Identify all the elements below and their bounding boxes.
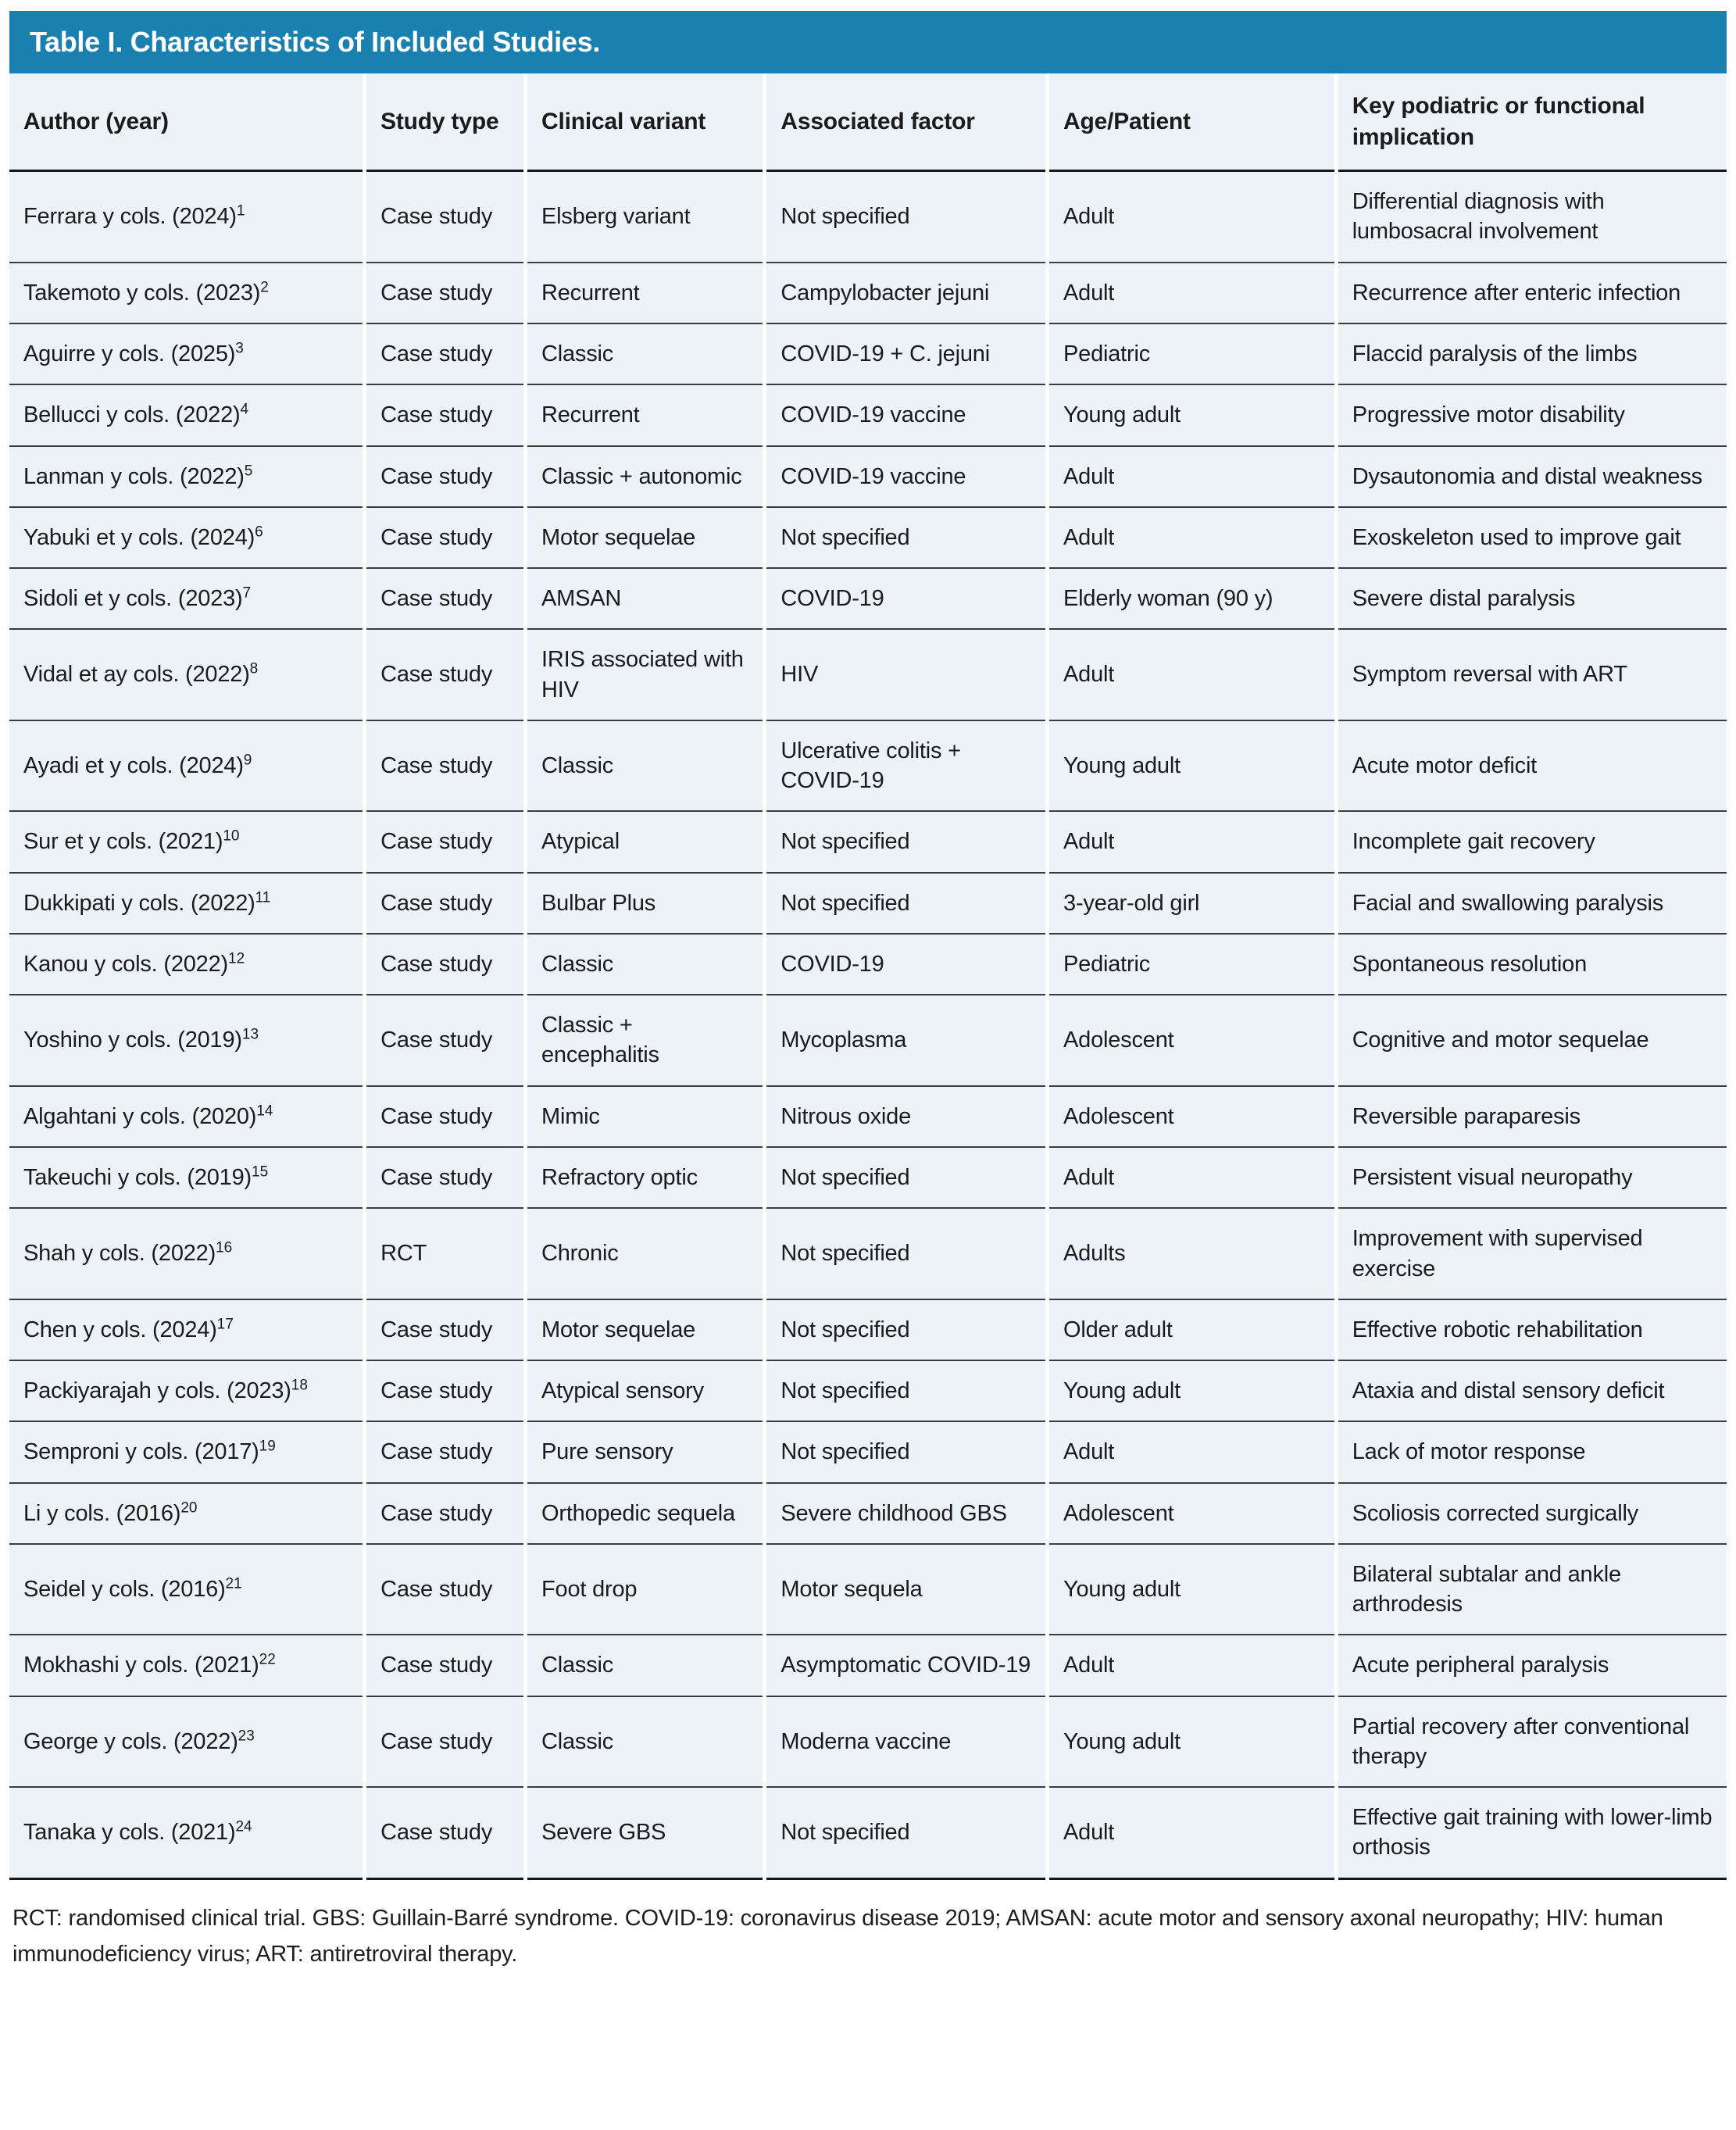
clinical-variant-cell: Motor sequelae <box>527 1300 763 1361</box>
table-row <box>9 263 1727 324</box>
associated-factor-cell: HIV <box>766 630 1045 721</box>
implication-cell: Partial recovery after conventional therapy <box>1338 1697 1727 1789</box>
clinical-variant-cell: Refractory optic <box>527 1148 763 1209</box>
age-patient-cell: Adult <box>1049 508 1334 569</box>
reference-superscript: 23 <box>238 1728 255 1745</box>
author-cell <box>9 1087 363 1148</box>
clinical-variant-cell: IRIS associated with HIV <box>527 630 763 721</box>
reference-superscript: 14 <box>256 1103 273 1120</box>
clinical-variant-cell: Classic <box>527 324 763 385</box>
clinical-variant-cell: Motor sequelae <box>527 508 763 569</box>
table-row <box>9 1148 1727 1209</box>
associated-factor-cell: Motor sequela <box>766 1545 1045 1636</box>
clinical-variant-cell: Classic <box>527 1697 763 1789</box>
study-type-cell: Case study <box>366 935 523 995</box>
reference-superscript: 18 <box>291 1377 308 1394</box>
reference-superscript: 7 <box>242 584 252 602</box>
author-text: Semproni y cols. (2017) <box>23 1439 259 1465</box>
age-patient-cell: Adult <box>1049 812 1334 873</box>
implication-cell: Symptom reversal with ART <box>1338 630 1727 721</box>
studies-table-body <box>9 172 1727 1880</box>
table-title-bar <box>9 11 1727 73</box>
table-row <box>9 324 1727 385</box>
clinical-variant-cell: Severe GBS <box>527 1788 763 1880</box>
study-type-cell: Case study <box>366 812 523 873</box>
implication-cell: Persistent visual neuropathy <box>1338 1148 1727 1209</box>
author-text: Sur et y cols. (2021) <box>23 829 223 855</box>
clinical-variant-cell: Pure sensory <box>527 1422 763 1483</box>
age-patient-cell: 3-year-old girl <box>1049 874 1334 935</box>
author-text: Shah y cols. (2022) <box>23 1241 216 1267</box>
table-title: Table I. Characteristics of Included Studies. <box>30 26 601 58</box>
author-text: Bellucci y cols. (2022) <box>23 402 241 428</box>
implication-cell: Exoskeleton used to improve gait <box>1338 508 1727 569</box>
implication-cell: Bilateral subtalar and ankle arthrodesis <box>1338 1545 1727 1636</box>
table-row <box>9 1361 1727 1422</box>
associated-factor-cell: Not specified <box>766 812 1045 873</box>
author-text: Takemoto y cols. (2023) <box>23 280 261 306</box>
study-type-cell: Case study <box>366 1422 523 1483</box>
clinical-variant-cell: Atypical sensory <box>527 1361 763 1422</box>
reference-superscript: 16 <box>216 1239 233 1256</box>
study-type-cell: Case study <box>366 1635 523 1696</box>
reference-superscript: 20 <box>180 1499 198 1516</box>
author-cell <box>9 721 363 813</box>
column-header-age-patient: Age/Patient <box>1049 73 1334 172</box>
age-patient-cell: Adult <box>1049 1635 1334 1696</box>
author-cell <box>9 1148 363 1209</box>
age-patient-cell: Adult <box>1049 630 1334 721</box>
table-row <box>9 1484 1727 1545</box>
author-cell <box>9 1422 363 1483</box>
author-cell <box>9 1635 363 1696</box>
author-text: Yoshino y cols. (2019) <box>23 1027 242 1053</box>
study-type-cell: Case study <box>366 1545 523 1636</box>
reference-superscript: 4 <box>240 401 249 418</box>
implication-cell: Severe distal paralysis <box>1338 569 1727 630</box>
reference-superscript: 13 <box>241 1026 259 1043</box>
study-type-cell: Case study <box>366 630 523 721</box>
implication-cell: Lack of motor response <box>1338 1422 1727 1483</box>
reference-superscript: 15 <box>252 1163 269 1181</box>
author-cell <box>9 1361 363 1422</box>
table-row <box>9 1422 1727 1483</box>
study-type-cell: Case study <box>366 263 523 324</box>
study-type-cell: Case study <box>366 1087 523 1148</box>
author-cell <box>9 1697 363 1789</box>
table-row <box>9 812 1727 873</box>
clinical-variant-cell: Classic <box>527 721 763 813</box>
clinical-variant-cell: Atypical <box>527 812 763 873</box>
associated-factor-cell: COVID-19 + C. jejuni <box>766 324 1045 385</box>
column-header-study-type: Study type <box>366 73 523 172</box>
table-row <box>9 1209 1727 1300</box>
reference-superscript: 17 <box>216 1316 234 1333</box>
age-patient-cell: Pediatric <box>1049 324 1334 385</box>
author-cell <box>9 569 363 630</box>
study-type-cell: Case study <box>366 1361 523 1422</box>
clinical-variant-cell: AMSAN <box>527 569 763 630</box>
author-text: George y cols. (2022) <box>23 1728 238 1754</box>
associated-factor-cell: Asymptomatic COVID-19 <box>766 1635 1045 1696</box>
table-row <box>9 630 1727 721</box>
author-text: Ayadi et y cols. (2024) <box>23 752 244 778</box>
associated-factor-cell: Moderna vaccine <box>766 1697 1045 1789</box>
study-type-cell: Case study <box>366 1300 523 1361</box>
study-type-cell: Case study <box>366 447 523 508</box>
table-row <box>9 995 1727 1087</box>
study-type-cell: Case study <box>366 324 523 385</box>
table-row <box>9 569 1727 630</box>
author-text: Sidoli et y cols. (2023) <box>23 586 243 612</box>
associated-factor-cell: COVID-19 vaccine <box>766 447 1045 508</box>
author-cell <box>9 385 363 446</box>
reference-superscript: 1 <box>236 202 245 220</box>
associated-factor-cell: Not specified <box>766 172 1045 263</box>
clinical-variant-cell: Classic + autonomic <box>527 447 763 508</box>
table-footnote: RCT: randomised clinical trial. GBS: Guillain-Barré syndrome. COVID-19: coronavirus disease 2019; AMSAN: acute motor and sensory axonal neuropathy; HIV: human immunodeficiency virus; ART: antiretroviral therapy. <box>13 1905 1663 1967</box>
study-type-cell: Case study <box>366 995 523 1087</box>
age-patient-cell: Young adult <box>1049 1545 1334 1636</box>
age-patient-cell: Pediatric <box>1049 935 1334 995</box>
author-text: Mokhashi y cols. (2021) <box>23 1653 259 1678</box>
author-text: Seidel y cols. (2016) <box>23 1576 226 1602</box>
author-cell <box>9 172 363 263</box>
implication-cell: Facial and swallowing paralysis <box>1338 874 1727 935</box>
table-row <box>9 447 1727 508</box>
clinical-variant-cell: Recurrent <box>527 385 763 446</box>
study-type-cell: Case study <box>366 1788 523 1880</box>
age-patient-cell: Young adult <box>1049 721 1334 813</box>
author-text: Algahtani y cols. (2020) <box>23 1103 257 1129</box>
associated-factor-cell: Nitrous oxide <box>766 1087 1045 1148</box>
age-patient-cell: Adult <box>1049 263 1334 324</box>
reference-superscript: 8 <box>249 660 259 677</box>
reference-superscript: 9 <box>243 752 252 769</box>
clinical-variant-cell: Classic <box>527 935 763 995</box>
author-cell <box>9 1788 363 1880</box>
author-cell <box>9 324 363 385</box>
study-type-cell: Case study <box>366 508 523 569</box>
implication-cell: Flaccid paralysis of the limbs <box>1338 324 1727 385</box>
author-text: Kanou y cols. (2022) <box>23 951 228 977</box>
study-type-cell: Case study <box>366 1484 523 1545</box>
reference-superscript: 3 <box>235 340 244 357</box>
implication-cell: Dysautonomia and distal weakness <box>1338 447 1727 508</box>
associated-factor-cell: COVID-19 <box>766 569 1045 630</box>
age-patient-cell: Elderly woman (90 y) <box>1049 569 1334 630</box>
age-patient-cell: Adult <box>1049 447 1334 508</box>
author-text: Chen y cols. (2024) <box>23 1317 217 1342</box>
author-text: Ferrara y cols. (2024) <box>23 204 237 230</box>
associated-factor-cell: Ulcerative colitis + COVID-19 <box>766 721 1045 813</box>
study-type-cell: Case study <box>366 1697 523 1789</box>
associated-factor-cell: Severe childhood GBS <box>766 1484 1045 1545</box>
author-cell <box>9 995 363 1087</box>
associated-factor-cell: Not specified <box>766 1422 1045 1483</box>
age-patient-cell: Adult <box>1049 1788 1334 1880</box>
clinical-variant-cell: Recurrent <box>527 263 763 324</box>
author-cell <box>9 935 363 995</box>
implication-cell: Reversible paraparesis <box>1338 1087 1727 1148</box>
study-type-cell: Case study <box>366 385 523 446</box>
clinical-variant-cell: Bulbar Plus <box>527 874 763 935</box>
clinical-variant-cell: Orthopedic sequela <box>527 1484 763 1545</box>
author-cell <box>9 874 363 935</box>
associated-factor-cell: Not specified <box>766 1361 1045 1422</box>
associated-factor-cell: COVID-19 vaccine <box>766 385 1045 446</box>
associated-factor-cell: Not specified <box>766 1209 1045 1300</box>
implication-cell: Effective robotic rehabilitation <box>1338 1300 1727 1361</box>
reference-superscript: 22 <box>259 1651 276 1668</box>
associated-factor-cell: Not specified <box>766 508 1045 569</box>
table-row <box>9 935 1727 995</box>
author-cell <box>9 1484 363 1545</box>
study-type-cell: Case study <box>366 721 523 813</box>
reference-superscript: 5 <box>244 462 253 479</box>
reference-superscript: 24 <box>235 1818 252 1835</box>
age-patient-cell: Adolescent <box>1049 1087 1334 1148</box>
clinical-variant-cell: Chronic <box>527 1209 763 1300</box>
associated-factor-cell: Not specified <box>766 1300 1045 1361</box>
column-header-associated-factor: Associated factor <box>766 73 1045 172</box>
reference-superscript: 11 <box>255 888 271 906</box>
study-type-cell: Case study <box>366 1148 523 1209</box>
table-row <box>9 874 1727 935</box>
author-text: Tanaka y cols. (2021) <box>23 1820 236 1846</box>
table-row <box>9 1300 1727 1361</box>
table-row <box>9 1635 1727 1696</box>
clinical-variant-cell: Mimic <box>527 1087 763 1148</box>
associated-factor-cell: Not specified <box>766 1788 1045 1880</box>
author-cell <box>9 1545 363 1636</box>
implication-cell: Progressive motor disability <box>1338 385 1727 446</box>
author-text: Vidal et ay cols. (2022) <box>23 662 250 688</box>
table-row <box>9 172 1727 263</box>
column-header-author: Author (year) <box>9 73 363 172</box>
reference-superscript: 12 <box>228 950 245 967</box>
reference-superscript: 19 <box>259 1438 276 1455</box>
author-cell <box>9 508 363 569</box>
age-patient-cell: Adolescent <box>1049 1484 1334 1545</box>
implication-cell: Incomplete gait recovery <box>1338 812 1727 873</box>
author-text: Dukkipati y cols. (2022) <box>23 890 255 916</box>
implication-cell: Cognitive and motor sequelae <box>1338 995 1727 1087</box>
age-patient-cell: Young adult <box>1049 1361 1334 1422</box>
associated-factor-cell: Mycoplasma <box>766 995 1045 1087</box>
author-cell <box>9 1209 363 1300</box>
table-row <box>9 1545 1727 1636</box>
implication-cell: Acute motor deficit <box>1338 721 1727 813</box>
age-patient-cell: Older adult <box>1049 1300 1334 1361</box>
author-cell <box>9 812 363 873</box>
table-row <box>9 385 1727 446</box>
age-patient-cell: Adult <box>1049 1148 1334 1209</box>
age-patient-cell: Adult <box>1049 1422 1334 1483</box>
associated-factor-cell: Not specified <box>766 874 1045 935</box>
associated-factor-cell: COVID-19 <box>766 935 1045 995</box>
implication-cell: Scoliosis corrected surgically <box>1338 1484 1727 1545</box>
age-patient-cell: Adolescent <box>1049 995 1334 1087</box>
study-type-cell: Case study <box>366 569 523 630</box>
age-patient-cell: Adult <box>1049 172 1334 263</box>
study-type-cell: RCT <box>366 1209 523 1300</box>
table-row <box>9 508 1727 569</box>
header-row <box>9 73 1727 172</box>
clinical-variant-cell: Classic + encephalitis <box>527 995 763 1087</box>
implication-cell: Recurrence after enteric infection <box>1338 263 1727 324</box>
column-header-clinical-variant: Clinical variant <box>527 73 763 172</box>
age-patient-cell: Young adult <box>1049 385 1334 446</box>
clinical-variant-cell: Classic <box>527 1635 763 1696</box>
table-row <box>9 721 1727 813</box>
implication-cell: Spontaneous resolution <box>1338 935 1727 995</box>
study-type-cell: Case study <box>366 172 523 263</box>
implication-cell: Ataxia and distal sensory deficit <box>1338 1361 1727 1422</box>
implication-cell: Improvement with supervised exercise <box>1338 1209 1727 1300</box>
implication-cell: Acute peripheral paralysis <box>1338 1635 1727 1696</box>
age-patient-cell: Young adult <box>1049 1697 1334 1789</box>
author-cell <box>9 263 363 324</box>
table-row <box>9 1087 1727 1148</box>
author-text: Aguirre y cols. (2025) <box>23 341 236 366</box>
author-text: Lanman y cols. (2022) <box>23 463 245 489</box>
author-cell <box>9 447 363 508</box>
reference-superscript: 10 <box>223 827 240 845</box>
implication-cell: Effective gait training with lower-limb orthosis <box>1338 1788 1727 1880</box>
column-header-implication: Key podiatric or functional implication <box>1338 73 1727 172</box>
associated-factor-cell: Not specified <box>766 1148 1045 1209</box>
studies-table <box>5 73 1731 1880</box>
age-patient-cell: Adults <box>1049 1209 1334 1300</box>
table-row <box>9 1788 1727 1880</box>
author-text: Takeuchi y cols. (2019) <box>23 1164 252 1190</box>
associated-factor-cell: Campylobacter jejuni <box>766 263 1045 324</box>
author-cell <box>9 1300 363 1361</box>
reference-superscript: 6 <box>255 524 263 541</box>
author-text: Packiyarajah y cols. (2023) <box>23 1378 291 1404</box>
study-type-cell: Case study <box>366 874 523 935</box>
author-cell <box>9 630 363 721</box>
reference-superscript: 21 <box>225 1575 242 1592</box>
author-text: Yabuki et y cols. (2024) <box>23 524 255 550</box>
clinical-variant-cell: Elsberg variant <box>527 172 763 263</box>
implication-cell: Differential diagnosis with lumbosacral involvement <box>1338 172 1727 263</box>
author-text: Li y cols. (2016) <box>23 1500 181 1526</box>
table-row <box>9 1697 1727 1789</box>
clinical-variant-cell: Foot drop <box>527 1545 763 1636</box>
reference-superscript: 2 <box>260 279 269 296</box>
